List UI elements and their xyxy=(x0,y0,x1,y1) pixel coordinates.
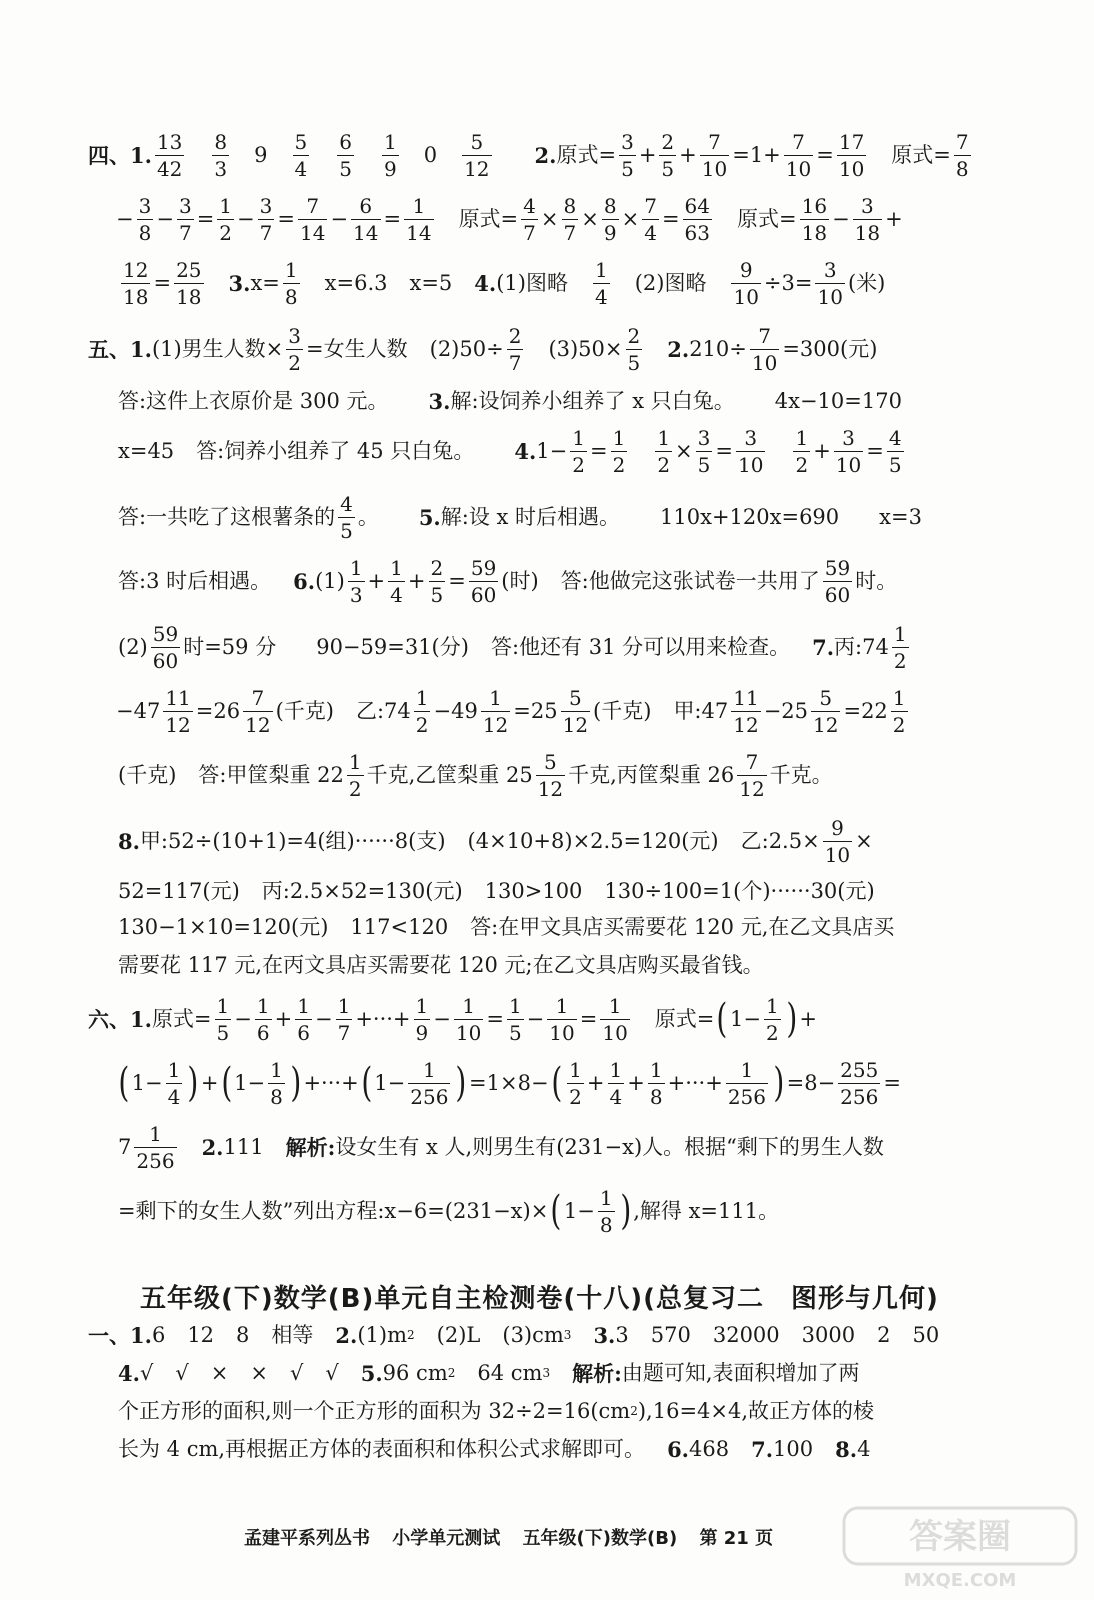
fraction: $\frac{8}{9}$ xyxy=(603,193,617,245)
fraction: $\frac{13}{42}$ xyxy=(156,129,183,181)
fraction: $\frac{4}{5}$ xyxy=(888,425,902,477)
fraction: $\frac{1}{2}$ xyxy=(572,425,585,477)
question-number: 2. xyxy=(667,336,690,362)
fraction: $\frac{11}{12}$ xyxy=(733,685,759,737)
page-number: 第 21 页 xyxy=(699,1528,774,1549)
question-number: 一、1. xyxy=(88,1322,152,1348)
footer-series: 孟建平系列丛书 xyxy=(244,1528,370,1549)
fraction: $\frac{5}{12}$ xyxy=(562,685,589,737)
fraction: $\frac{3}{2}$ xyxy=(288,323,302,375)
fraction: $\frac{255}{256}$ xyxy=(840,1057,879,1109)
question-number: 7. xyxy=(751,1436,774,1462)
fraction: $\frac{59}{60}$ xyxy=(152,621,179,673)
fraction: $\frac{1}{5}$ xyxy=(508,993,522,1045)
question-number: 6. xyxy=(667,1436,689,1462)
fraction: $\frac{3}{18}$ xyxy=(854,193,881,245)
answer-line: (2) $\frac{59}{60}$ 时=59 分 90−59=31(分) 答:他还有 31 分可以用来检查。 7. 丙:74 $\frac{1}{2}$ xyxy=(118,621,907,673)
fraction: $\frac{3}{5}$ xyxy=(621,129,634,181)
fraction: $\frac{1}{5}$ xyxy=(216,993,230,1045)
answer-line: 个正方形的面积,则一个正方形的面积为 32÷2=16(cm 2 ),16=4×4,故正方体的棱 xyxy=(118,1398,875,1423)
question-number: 7. xyxy=(812,634,835,660)
fraction: $\frac{1}{2}$ xyxy=(219,193,233,245)
fraction: $\frac{1}{4}$ xyxy=(609,1057,623,1109)
answer-line: =剩下的女生人数”列出方程:x−6=(231−x)× ( 1− $\frac{1}{8}$ ) ,解得 x=111。 xyxy=(118,1185,780,1237)
answer-line: 一、1. 6 12 8 相等 2. (1)m 2 (2)L (3)cm 3 3. 3 570 32000 3000 2 50 xyxy=(88,1322,940,1348)
fraction: $\frac{1}{6}$ xyxy=(297,993,310,1045)
question-number: 3. xyxy=(593,1322,616,1348)
fraction: $\frac{4}{5}$ xyxy=(340,491,353,543)
fraction: $\frac{64}{63}$ xyxy=(684,193,710,245)
fraction: $\frac{11}{12}$ xyxy=(165,685,191,737)
answer-line: ( 1− $\frac{1}{4}$ ) + ( 1− $\frac{1}{8}$ ) +···+ ( 1− $\frac{1}{256}$ ) =1×8− ( $\frac{1}{2}$ + $\frac{1}{4}$ + $\frac{1}{8}$ +···+ $\frac{1}{256}$ ) =8− $\frac{255}{256}$ = xyxy=(118,1057,901,1109)
fraction: $\frac{12}{18}$ xyxy=(123,257,149,309)
page-footer xyxy=(244,1524,789,1554)
fraction: $\frac{3}{7}$ xyxy=(178,193,192,245)
fraction: $\frac{3}{10}$ xyxy=(817,257,843,309)
fraction: $\frac{1}{2}$ xyxy=(612,425,626,477)
fraction: $\frac{1}{256}$ xyxy=(410,1057,449,1109)
fraction: $\frac{7}{10}$ xyxy=(701,129,728,181)
question-number: 6. xyxy=(293,568,316,594)
answer-line: 8. 甲:52÷(10+1)=4(组)······8(支) (4×10+8)×2.5=120(元) 乙:2.5× $\frac{9}{10}$ × xyxy=(118,815,873,867)
answer-line: 长为 4 cm,再根据正方体的表面积和体积公式求解即可。 6. 468 7. 100 8. 4 xyxy=(118,1436,871,1462)
fraction: $\frac{59}{60}$ xyxy=(470,555,497,607)
answer-line: $\frac{12}{18}$ = $\frac{25}{18}$ 3. x= $\frac{1}{8}$ x=6.3 x=5 4. (1)图略 $\frac{1}{4}$ (2)图略 $\frac{9}{10}$ ÷3= $\frac{3}{10}$ (米) xyxy=(123,257,886,309)
fraction: $\frac{4}{7}$ xyxy=(523,193,536,245)
section-title: 五年级(下)数学(B)单元自主检测卷(十八)(总复习二 图形与几何) xyxy=(140,1284,939,1314)
fraction: $\frac{3}{10}$ xyxy=(738,425,764,477)
question-number: 5. xyxy=(418,504,441,530)
svg-text:MXQE.COM: MXQE.COM xyxy=(903,1570,1017,1591)
fraction: $\frac{1}{256}$ xyxy=(136,1121,175,1173)
fraction: $\frac{7}{4}$ xyxy=(644,193,657,245)
fraction: $\frac{6}{14}$ xyxy=(353,193,379,245)
fraction: $\frac{1}{6}$ xyxy=(256,993,270,1045)
fraction: $\frac{2}{5}$ xyxy=(627,323,641,375)
answer-line: 7 $\frac{1}{256}$ 2. 111 解析: 设女生有 x 人,则男生有(231−x)人。根据“剩下的男生人数 xyxy=(118,1121,884,1173)
fraction: $\frac{1}{8}$ xyxy=(284,257,298,309)
fraction: $\frac{25}{18}$ xyxy=(176,257,202,309)
svg-text:答案圈: 答案圈 xyxy=(909,1517,1011,1557)
fraction: $\frac{7}{8}$ xyxy=(955,129,969,181)
fraction: $\frac{1}{2}$ xyxy=(657,425,671,477)
fraction: $\frac{1}{8}$ xyxy=(599,1185,613,1237)
question-number: 8. xyxy=(835,1436,858,1462)
fraction: $\frac{1}{14}$ xyxy=(406,193,432,245)
fraction: $\frac{7}{12}$ xyxy=(245,685,271,737)
answer-line: 答:这件上衣原价是 300 元。 3. 解:设饲养小组养了 x 只白兔。 4x−10=170 xyxy=(118,388,902,414)
fraction: $\frac{1}{2}$ xyxy=(569,1057,582,1109)
answer-line: 答:3 时后相遇。 6. (1) $\frac{1}{3}$ + $\frac{1}{4}$ + $\frac{2}{5}$ = $\frac{59}{60}$ (时) 答:他做完这张试卷一共用了 $\frac{59}{60}$ 时。 xyxy=(118,555,898,607)
question-number: 2. xyxy=(534,142,557,168)
watermark-icon xyxy=(840,1504,1080,1594)
fraction: $\frac{8}{7}$ xyxy=(563,193,577,245)
fraction: $\frac{8}{3}$ xyxy=(214,129,228,181)
answer-line: 四、1. $\frac{13}{42}$ $\frac{8}{3}$ 9 $\frac{5}{4}$ $\frac{6}{5}$ $\frac{1}{9}$ 0 $\frac{5}{12}$ 2. 原式= $\frac{3}{5}$ + $\frac{2}{5}$ + $\frac{7}{10}$ =1+ $\frac{7}{10}$ = $\frac{17}{10}$ 原式= $\frac{7}{8}$ xyxy=(88,129,969,181)
fraction: $\frac{2}{5}$ xyxy=(430,555,444,607)
answer-line: 答:一共吃了这根薯条的 $\frac{4}{5}$ 。 5. 解:设 x 时后相遇。 110x+120x=690 x=3 xyxy=(118,491,922,543)
answer-line: 六、1. 原式= $\frac{1}{5}$ − $\frac{1}{6}$ + $\frac{1}{6}$ − $\frac{1}{7}$ +···+ $\frac{1}{9}$ − $\frac{1}{10}$ = $\frac{1}{5}$ − $\frac{1}{10}$ = $\frac{1}{10}$ 原式= ( 1− $\frac{1}{2}$ ) + xyxy=(88,993,817,1045)
fraction: $\frac{1}{4}$ xyxy=(167,1057,181,1109)
fraction: $\frac{1}{2}$ xyxy=(415,685,429,737)
question-number: 8. xyxy=(118,828,140,854)
fraction: $\frac{7}{14}$ xyxy=(299,193,326,245)
fraction: $\frac{2}{7}$ xyxy=(508,323,522,375)
footer-grade: 五年级(下)数学(B) xyxy=(522,1528,678,1549)
fraction: $\frac{1}{7}$ xyxy=(337,993,351,1045)
answer-line: 130−1×10=120(元) 117<120 答:在甲文具店买需要花 120 元,在乙文具店买 xyxy=(118,914,895,939)
fraction: $\frac{1}{2}$ xyxy=(765,993,779,1045)
fraction: $\frac{1}{4}$ xyxy=(594,257,608,309)
fraction: $\frac{3}{5}$ xyxy=(697,425,711,477)
fraction: $\frac{9}{10}$ xyxy=(733,257,759,309)
fraction: $\frac{1}{9}$ xyxy=(415,993,429,1045)
question-number: 5. xyxy=(360,1360,383,1386)
fraction: $\frac{9}{10}$ xyxy=(824,815,851,867)
question-number: 2. xyxy=(335,1322,358,1348)
fraction: $\frac{1}{9}$ xyxy=(383,129,397,181)
answer-line: 52=117(元) 丙:2.5×52=130(元) 130>100 130÷100=1(个)······30(元) xyxy=(118,878,875,903)
answer-line: 五、1. (1)男生人数× $\frac{3}{2}$ =女生人数 (2)50÷ $\frac{2}{7}$ (3)50× $\frac{2}{5}$ 2. 210÷ $\frac{7}{10}$ =300(元) xyxy=(88,323,878,375)
fraction: $\frac{5}{4}$ xyxy=(294,129,308,181)
fraction: $\frac{7}{10}$ xyxy=(785,129,812,181)
fraction: $\frac{1}{10}$ xyxy=(549,993,575,1045)
question-number: 4. xyxy=(514,438,537,464)
question-number: 六、1. xyxy=(88,1006,152,1032)
watermark-logo xyxy=(840,1504,1080,1594)
fraction: $\frac{7}{10}$ xyxy=(751,323,778,375)
fraction: $\frac{1}{8}$ xyxy=(649,1057,663,1109)
answer-line: x=45 答:饲养小组养了 45 只白兔。 4. 1− $\frac{1}{2}$ = $\frac{1}{2}$ $\frac{1}{2}$ × $\frac{3}{5}$ = $\frac{3}{10}$ $\frac{1}{2}$ + $\frac{3}{10}$ = $\frac{4}{5}$ xyxy=(118,425,902,477)
fraction: $\frac{5}{12}$ xyxy=(813,685,839,737)
fraction: $\frac{1}{2}$ xyxy=(795,425,809,477)
fraction: $\frac{5}{12}$ xyxy=(537,749,564,801)
fraction: $\frac{3}{7}$ xyxy=(259,193,273,245)
fraction: $\frac{1}{3}$ xyxy=(349,555,363,607)
fraction: $\frac{6}{5}$ xyxy=(339,129,352,181)
fraction: $\frac{1}{2}$ xyxy=(892,685,906,737)
fraction: $\frac{1}{2}$ xyxy=(348,749,362,801)
footer-book: 小学单元测试 xyxy=(392,1528,501,1549)
answer-line: 需要花 117 元,在丙文具店买需要花 120 元;在乙文具店购买最省钱。 xyxy=(118,952,764,977)
fraction: $\frac{1}{12}$ xyxy=(482,685,509,737)
question-number: 3. xyxy=(228,270,251,296)
fraction: $\frac{1}{10}$ xyxy=(602,993,628,1045)
question-number: 2. xyxy=(201,1134,224,1160)
fraction: $\frac{17}{10}$ xyxy=(838,129,865,181)
fraction: $\frac{1}{8}$ xyxy=(270,1057,283,1109)
question-number: 4. xyxy=(118,1360,140,1386)
question-number: 四、1. xyxy=(88,142,152,168)
answer-line: 4. √ √ × × √ √ 5. 96 cm 2 64 cm 3 解析: 由题可知,表面积增加了两 xyxy=(118,1360,860,1386)
fraction: $\frac{7}{12}$ xyxy=(739,749,765,801)
fraction: $\frac{1}{2}$ xyxy=(893,621,907,673)
question-number: 3. xyxy=(428,388,451,414)
fraction: $\frac{1}{10}$ xyxy=(455,993,482,1045)
question-number: 五、1. xyxy=(88,336,152,362)
fraction: $\frac{1}{256}$ xyxy=(727,1057,766,1109)
fraction: $\frac{59}{60}$ xyxy=(824,555,851,607)
fraction: $\frac{1}{4}$ xyxy=(390,555,403,607)
answer-line: − $\frac{3}{8}$ − $\frac{3}{7}$ = $\frac{1}{2}$ − $\frac{3}{7}$ = $\frac{7}{14}$ − $\frac{6}{14}$ = $\frac{1}{14}$ 原式= $\frac{4}{7}$ × $\frac{8}{7}$ × $\frac{8}{9}$ × $\frac{7}{4}$ = $\frac{64}{63}$ 原式= $\frac{16}{18}$ − $\frac{3}{18}$ + xyxy=(116,193,903,245)
fraction: $\frac{16}{18}$ xyxy=(801,193,828,245)
question-number: 4. xyxy=(474,270,497,296)
fraction: $\frac{3}{8}$ xyxy=(138,193,152,245)
answer-line: (千克) 答:甲筐梨重 22 $\frac{1}{2}$ 千克,乙筐梨重 25 $\frac{5}{12}$ 千克,丙筐梨重 26 $\frac{7}{12}$ 千克。 xyxy=(118,749,833,801)
answer-line: −47 $\frac{11}{12}$ =26 $\frac{7}{12}$ (千克) 乙:74 $\frac{1}{2}$ −49 $\frac{1}{12}$ =25 $\frac{5}{12}$ (千克) 甲:47 $\frac{11}{12}$ −25 $\frac{5}{12}$ =22 $\frac{1}{2}$ xyxy=(116,685,906,737)
fraction: $\frac{3}{10}$ xyxy=(835,425,862,477)
fraction: $\frac{2}{5}$ xyxy=(661,129,675,181)
fraction: $\frac{5}{12}$ xyxy=(464,129,490,181)
